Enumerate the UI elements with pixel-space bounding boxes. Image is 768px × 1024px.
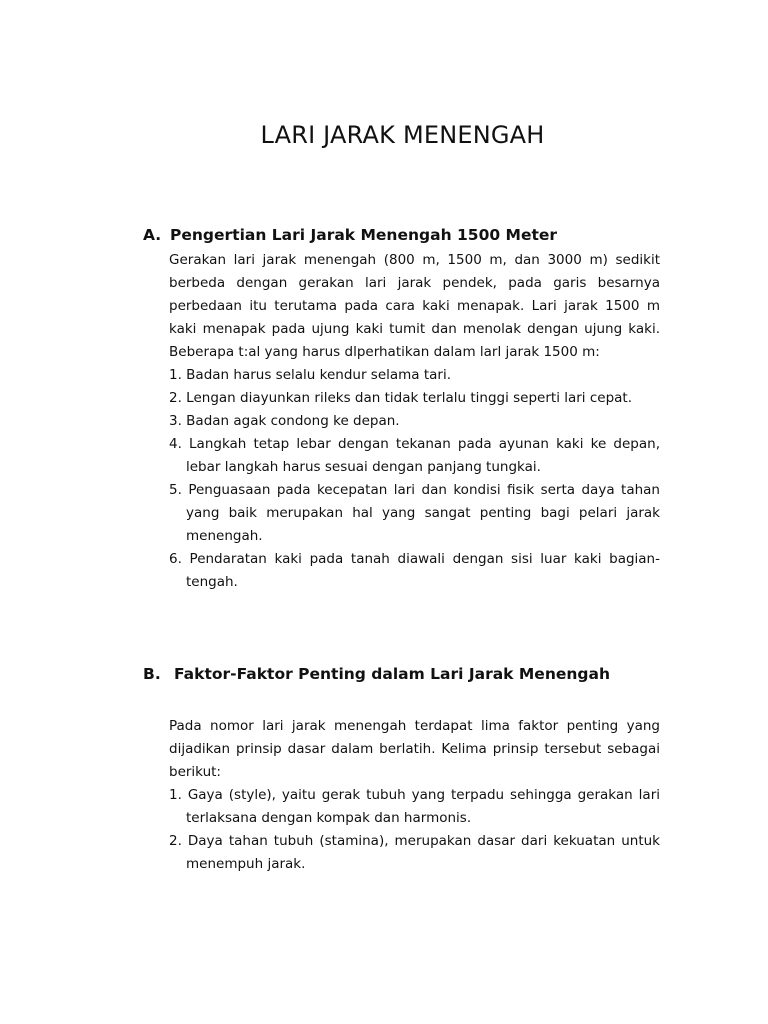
section-b-body (169, 715, 660, 876)
section-a-heading-text: Pengertian Lari Jarak Menengah 1500 Meter (170, 226, 558, 244)
section-a-paragraph: Gerakan lari jarak menengah (800 m, 1500 m, dan 3000 m) sedikit berbeda dengan gerakan lari jarak pendek, pada garis besarnya perbedaan itu terutama pada cara kaki menapak. Lari jarak 1500 m kaki menapak pada ujung kaki tumit dan menolak dengan ujung kaki. Beberapa t:al yang harus dlperhatikan dalam larl jarak 1500 m: (169, 252, 660, 360)
list-item: 3. Badan agak condong ke depan. (169, 413, 400, 429)
list-item: 1. Gaya (style), yaitu gerak tubuh yang terpadu sehingga gerakan lari terlaksana dengan kompak dan harmonis. (169, 787, 660, 826)
list-item: 5. Penguasaan pada kecepatan lari dan kondisi fisik serta daya tahan yang baik merupakan hal yang sangat penting bagi pelari jarak menengah. (169, 482, 660, 544)
list-item: 2. Lengan diayunkan rileks dan tidak terlalu tinggi seperti lari cepat. (169, 390, 633, 406)
section-a-letter: A. (143, 226, 162, 244)
section-b-heading (143, 661, 663, 687)
list-item: 6. Pendaratan kaki pada tanah diawali dengan sisi luar kaki bagian-tengah. (169, 551, 660, 590)
list-item: 1. Badan harus selalu kendur selama tari. (169, 367, 452, 383)
section-b-heading-text: Faktor-Faktor Penting dalam Lari Jarak Menengah (174, 665, 610, 683)
list-item: 2. Daya tahan tubuh (stamina), merupakan dasar dari kekuatan untuk menempuh jarak. (169, 833, 660, 872)
section-b-list (169, 784, 660, 876)
section-a-body (169, 249, 660, 594)
page-title: LARI JARAK MENENGAH (260, 121, 545, 149)
section-b-letter: B. (143, 665, 161, 683)
section-b-paragraph: Pada nomor lari jarak menengah terdapat lima faktor penting yang dijadikan prinsip dasar dalam berlatih. Kelima prinsip tersebut sebagai berikut: (169, 718, 660, 780)
section-a-heading (143, 222, 663, 248)
section-a-list (169, 364, 660, 594)
list-item: 4. Langkah tetap lebar dengan tekanan pada ayunan kaki ke depan, lebar langkah harus sesuai dengan panjang tungkai. (169, 436, 660, 475)
